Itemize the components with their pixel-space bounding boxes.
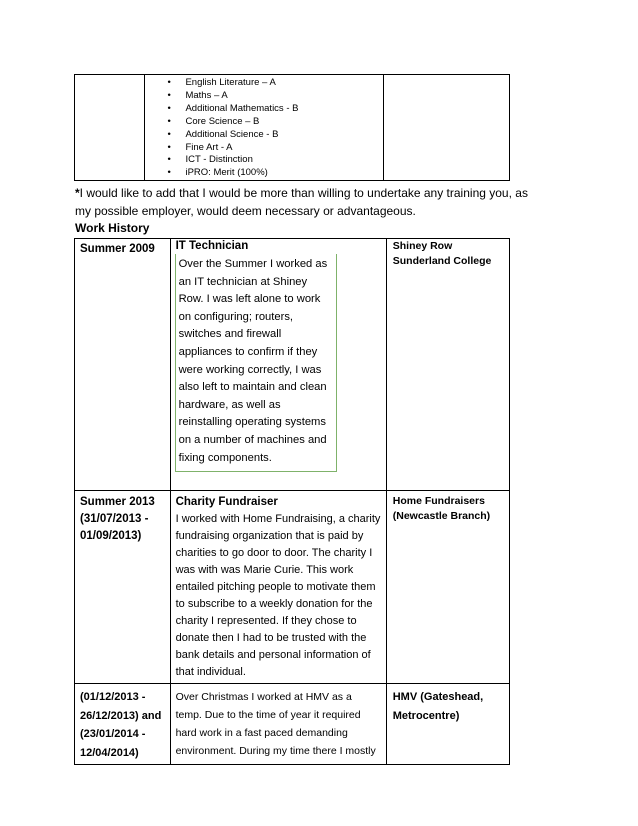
qualifications-list-cell — [145, 75, 384, 181]
job-employer-cell — [386, 684, 509, 765]
bullet-icon: • — [167, 115, 171, 127]
job-date: (01/12/2013 - 26/12/2013) and (23/01/2014 - 12/04/2014) — [80, 691, 162, 759]
list-item: • Fine Art - A — [167, 141, 233, 153]
bullet-icon: • — [167, 89, 171, 101]
training-note — [75, 184, 545, 220]
job-role: IT Technician — [175, 240, 249, 252]
job-date-cell — [75, 491, 171, 684]
bullet-icon: • — [167, 154, 171, 166]
qualifications-list — [167, 77, 383, 180]
note-text: I would like to add that I would be more than willing to undertake any training you, as my possible employer, would deem necessary or advantageous. — [75, 186, 528, 218]
bullet-icon: • — [167, 102, 171, 114]
table-row — [75, 491, 510, 684]
note-asterisk: * — [75, 186, 80, 200]
job-date: Summer 2013 (31/07/2013 - 01/09/2013) — [80, 496, 155, 542]
list-item: • ICT - Distinction — [167, 154, 253, 166]
job-employer-cell — [386, 239, 509, 491]
qualifications-empty-right-cell — [384, 75, 510, 181]
job-description: Over Christmas I worked at HMV as a temp. Due to the time of year it required hard work in a fast paced demanding environment. During my time there I mostly — [175, 691, 376, 757]
list-item: • English Literature – A — [167, 77, 276, 88]
job-role-cell — [170, 491, 386, 684]
table-row — [75, 684, 510, 765]
list-item: • Maths – A — [167, 89, 228, 101]
job-role: Charity Fundraiser — [175, 496, 278, 508]
table-row — [75, 239, 510, 491]
job-description-textbox: Over the Summer I worked as an IT technician at Shiney Row. I was left alone to work on configuring; routers, switches and firewall appliances to confirm if they were working correctly, I was also left to maintain and clean hardware, as well as reinstalling operating systems on a number of machines and fixing components. — [175, 254, 337, 472]
bullet-icon: • — [167, 167, 171, 179]
bullet-icon: • — [167, 77, 171, 88]
list-item: • Additional Science - B — [167, 128, 279, 140]
job-content — [171, 491, 386, 683]
job-role-cell — [170, 684, 386, 765]
job-employer-cell — [386, 491, 509, 684]
bullet-icon: • — [167, 141, 171, 153]
work-history-table — [74, 238, 510, 765]
job-description: I worked with Home Fundraising, a charity fundraising organization that is paid by charities to go door to door. The charity I was with was Marie Curie. This work entailed pitching people to motivate them to subscribe to a weekly donation for the charity I represented. If they chose to donate then I had to be trusted with the bank details and personal information of that individual. — [175, 513, 381, 678]
qualifications-table — [74, 74, 510, 181]
job-employer: Shiney Row Sunderland College — [392, 240, 492, 267]
list-item: • iPRO: Merit (100%) — [167, 167, 268, 179]
list-item: • Core Science – B — [167, 115, 260, 127]
list-item: • Additional Mathematics - B — [167, 102, 299, 114]
bullet-icon: • — [167, 128, 171, 140]
job-role-cell — [170, 239, 386, 491]
work-history-heading: Work History — [75, 221, 150, 235]
job-employer: HMV (Gateshead, Metrocentre) — [392, 691, 484, 722]
qualifications-empty-left-cell — [75, 75, 145, 181]
job-date: Summer 2009 — [80, 243, 155, 255]
job-employer: Home Fundraisers (Newcastle Branch) — [392, 495, 491, 522]
job-date-cell — [75, 684, 171, 765]
job-date-cell — [75, 239, 171, 491]
